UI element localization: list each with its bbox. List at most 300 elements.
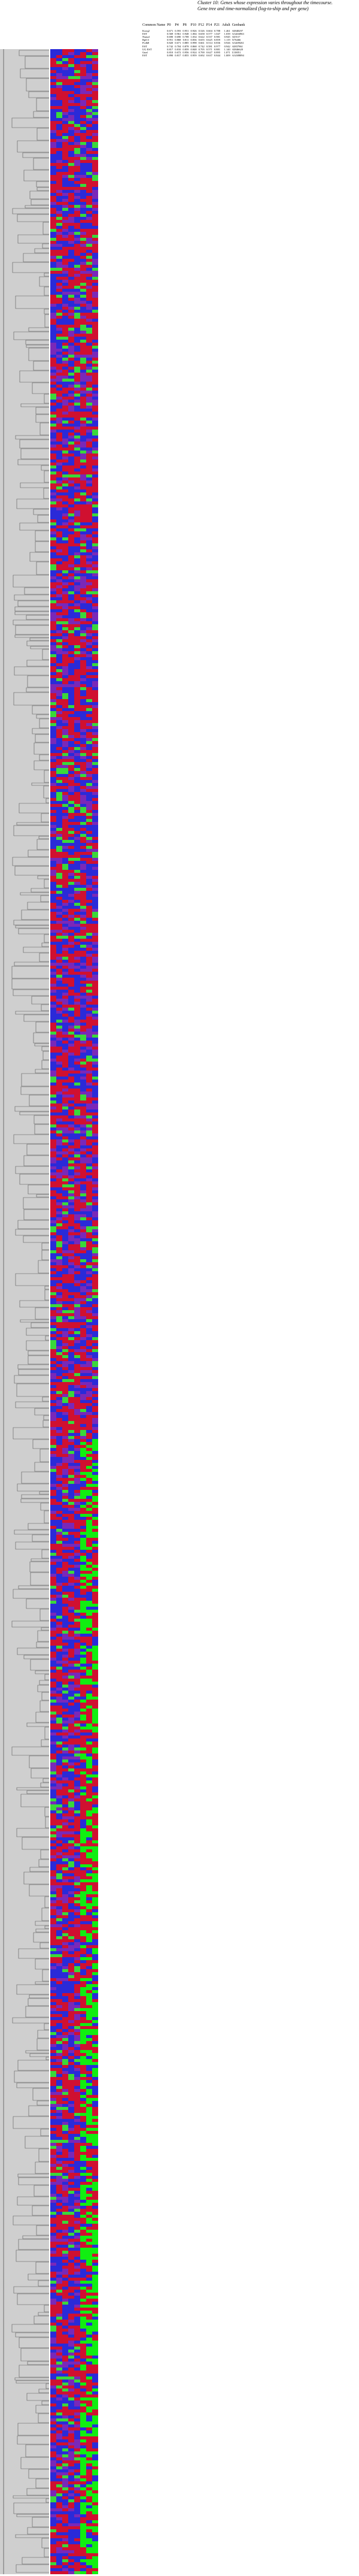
heatmap-cell <box>74 1637 80 1640</box>
heatmap-cell <box>56 624 62 627</box>
heatmap-cell <box>80 1478 86 1481</box>
heatmap-cell <box>68 594 74 597</box>
heatmap-cell <box>56 1023 62 1026</box>
heatmap-cell <box>68 603 74 606</box>
heatmap-cell <box>62 1789 68 1792</box>
heatmap-cell <box>86 250 92 253</box>
heatmap-cell <box>80 1238 86 1241</box>
heatmap-cell <box>80 996 86 999</box>
heatmap-cell <box>56 1370 62 1373</box>
heatmap-cell <box>74 337 80 340</box>
heatmap-cell <box>50 1759 56 1762</box>
heatmap-cell <box>86 430 92 433</box>
heatmap-cell <box>56 1086 62 1089</box>
heatmap-cell <box>74 594 80 597</box>
heatmap-cell <box>56 1280 62 1283</box>
heatmap-cell <box>62 1331 68 1334</box>
heatmap-cell <box>74 828 80 831</box>
heatmap-cell <box>56 480 62 483</box>
heatmap-cell <box>86 1262 92 1265</box>
heatmap-cell <box>56 1700 62 1703</box>
heatmap-cell <box>74 708 80 711</box>
heatmap-cell <box>80 1517 86 1520</box>
heatmap-cell <box>80 427 86 430</box>
heatmap-cell <box>50 687 56 690</box>
heatmap-cell <box>92 1682 98 1685</box>
heatmap-cell <box>62 241 68 244</box>
heatmap-cell <box>56 888 62 891</box>
heatmap-cell <box>68 1508 74 1511</box>
heatmap-cell <box>68 85 74 88</box>
heatmap-cell <box>56 573 62 576</box>
dendrogram-branch <box>42 1692 49 1700</box>
heatmap-cell <box>50 570 56 573</box>
heatmap-cell <box>56 1121 62 1124</box>
heatmap-cell <box>92 208 98 211</box>
heatmap-cell <box>86 573 92 576</box>
heatmap-cell <box>86 510 92 513</box>
heatmap-cell <box>92 70 98 73</box>
heatmap-cell <box>50 1765 56 1768</box>
heatmap-cell <box>50 1472 56 1475</box>
heatmap-cell <box>68 774 74 777</box>
heatmap-cell <box>56 1211 62 1214</box>
heatmap-cell <box>80 1628 86 1631</box>
heatmap-cell <box>68 379 74 382</box>
heatmap-cell <box>86 1712 92 1715</box>
heatmap-cell <box>56 465 62 468</box>
heatmap-cell <box>92 334 98 337</box>
heatmap-cell <box>56 1628 62 1631</box>
dendrogram-branch <box>34 2185 49 2196</box>
heatmap-cell <box>74 58 80 61</box>
heatmap-cell <box>50 1083 56 1086</box>
heatmap-cell <box>74 1412 80 1415</box>
heatmap-cell <box>86 229 92 232</box>
heatmap-cell <box>68 1253 74 1256</box>
dendrogram-branch <box>21 404 49 407</box>
heatmap-cell <box>62 618 68 621</box>
heatmap-cell <box>50 1044 56 1047</box>
heatmap-cell <box>80 97 86 100</box>
heatmap-cell <box>68 873 74 876</box>
heatmap-cell <box>56 292 62 295</box>
heatmap-cell <box>56 750 62 753</box>
heatmap-cell <box>92 1397 98 1400</box>
heatmap-cell <box>56 94 62 97</box>
heatmap-cell <box>56 1349 62 1352</box>
heatmap-cell <box>92 370 98 373</box>
heatmap-cell <box>92 978 98 981</box>
gene-tree-dendrogram <box>0 49 49 2574</box>
heatmap-cell <box>50 1747 56 1750</box>
heatmap-cell <box>80 199 86 202</box>
heatmap-cell <box>74 747 80 750</box>
heatmap-cell <box>74 1724 80 1727</box>
dendrogram-branch <box>43 1779 49 1782</box>
heatmap-cell <box>68 1685 74 1688</box>
heatmap-cell <box>68 1736 74 1739</box>
heatmap-cell <box>74 1005 80 1008</box>
heatmap-cell <box>92 1741 98 1744</box>
heatmap-cell <box>86 1544 92 1547</box>
dendrogram-branch <box>41 1740 49 1746</box>
heatmap-cell <box>62 489 68 492</box>
heatmap-cell <box>62 825 68 828</box>
heatmap-cell <box>74 1613 80 1616</box>
heatmap-cell <box>86 1199 92 1202</box>
heatmap-cell <box>50 648 56 651</box>
heatmap-cell <box>80 552 86 555</box>
heatmap-cell <box>68 1664 74 1667</box>
heatmap-cell <box>68 570 74 573</box>
heatmap-cell <box>62 1100 68 1103</box>
heatmap-cell <box>62 627 68 630</box>
heatmap-cell <box>56 1715 62 1718</box>
heatmap-cell <box>74 88 80 91</box>
heatmap-cell <box>62 1205 68 1208</box>
heatmap-cell <box>86 906 92 909</box>
heatmap-cell <box>50 1136 56 1139</box>
heatmap-cell <box>80 1700 86 1703</box>
dendrogram-branch <box>40 423 49 435</box>
heatmap-cell <box>74 1026 80 1029</box>
heatmap-cell <box>62 76 68 79</box>
heatmap-cell <box>50 486 56 489</box>
heatmap-cell <box>74 618 80 621</box>
heatmap-cell <box>50 1514 56 1517</box>
heatmap-cell <box>92 133 98 136</box>
heatmap-cell <box>56 984 62 987</box>
heatmap-cell <box>62 1613 68 1616</box>
dendrogram-branch <box>17 1484 49 1491</box>
heatmap-cell <box>92 765 98 768</box>
heatmap-cell <box>50 906 56 909</box>
heatmap-cell <box>56 298 62 301</box>
heatmap-cell <box>56 993 62 996</box>
heatmap-cell <box>74 1238 80 1241</box>
heatmap-cell <box>80 1193 86 1196</box>
heatmap-cell <box>50 91 56 94</box>
heatmap-cell <box>80 352 86 355</box>
heatmap-cell <box>62 1598 68 1601</box>
heatmap-cell <box>62 124 68 127</box>
heatmap-cell <box>92 603 98 606</box>
heatmap-cell <box>56 975 62 978</box>
heatmap-cell <box>92 124 98 127</box>
heatmap-cell <box>92 256 98 259</box>
heatmap-cell <box>86 1089 92 1092</box>
heatmap-cell <box>50 1786 56 1789</box>
heatmap-cell <box>68 483 74 486</box>
heatmap-cell <box>74 627 80 630</box>
heatmap-cell <box>68 579 74 582</box>
heatmap-cell <box>74 388 80 391</box>
heatmap-cell <box>74 118 80 121</box>
heatmap-cell <box>74 1505 80 1508</box>
heatmap-cell <box>80 984 86 987</box>
heatmap-cell <box>92 669 98 672</box>
heatmap-cell <box>86 501 92 504</box>
heatmap-cell <box>80 1595 86 1598</box>
heatmap-cell <box>50 795 56 798</box>
heatmap-cell <box>56 181 62 184</box>
heatmap-cell <box>74 1649 80 1652</box>
heatmap-cell <box>86 313 92 316</box>
heatmap-cell <box>86 283 92 286</box>
heatmap-cell <box>56 346 62 349</box>
heatmap-cell <box>50 528 56 531</box>
heatmap-cell <box>56 987 62 990</box>
heatmap-cell <box>50 771 56 774</box>
heatmap-cell <box>62 1628 68 1631</box>
heatmap-cell <box>50 1771 56 1774</box>
heatmap-cell <box>62 1403 68 1406</box>
heatmap-cell <box>80 1496 86 1499</box>
heatmap-cell <box>80 1433 86 1436</box>
heatmap-cell <box>68 720 74 723</box>
heatmap-cell <box>56 1604 62 1607</box>
heatmap-cell <box>92 112 98 115</box>
heatmap-cell <box>80 543 86 546</box>
heatmap-cell <box>74 456 80 459</box>
heatmap-cell <box>56 343 62 346</box>
heatmap-cell <box>80 1703 86 1706</box>
heatmap-cell <box>50 343 56 346</box>
dendrogram-branch <box>35 1308 49 1319</box>
dendrogram-branch <box>42 1550 49 1558</box>
heatmap-cell <box>80 1035 86 1038</box>
heatmap-cell <box>62 1352 68 1355</box>
heatmap-cell <box>62 262 68 265</box>
heatmap-cell <box>74 786 80 789</box>
heatmap-cell <box>62 316 68 319</box>
heatmap-cell <box>74 1109 80 1112</box>
heatmap-cell <box>56 1331 62 1334</box>
heatmap-cell <box>80 1097 86 1100</box>
heatmap-cell <box>62 1184 68 1187</box>
heatmap-cell <box>74 1220 80 1223</box>
heatmap-cell <box>50 1484 56 1487</box>
heatmap-cell <box>80 603 86 606</box>
heatmap-cell <box>80 1086 86 1089</box>
heatmap-cell <box>80 346 86 349</box>
heatmap-cell <box>92 525 98 528</box>
heatmap-cell <box>80 492 86 495</box>
heatmap-cell <box>50 1562 56 1565</box>
heatmap-cell <box>56 127 62 130</box>
heatmap-cell <box>56 753 62 756</box>
heatmap-cell <box>62 394 68 397</box>
heatmap-cell <box>68 795 74 798</box>
heatmap-cell <box>86 1595 92 1598</box>
heatmap-cell <box>80 762 86 765</box>
heatmap-cell <box>74 1053 80 1056</box>
heatmap-cell <box>50 699 56 702</box>
heatmap-cell <box>68 1283 74 1286</box>
heatmap-cell <box>50 1490 56 1493</box>
heatmap-cell <box>80 379 86 382</box>
heatmap-cell <box>80 283 86 286</box>
heatmap-cell <box>56 334 62 337</box>
heatmap-cell <box>68 609 74 612</box>
heatmap-cell <box>56 199 62 202</box>
heatmap-cell <box>74 442 80 445</box>
heatmap-cell <box>68 1469 74 1472</box>
heatmap-cell <box>50 663 56 666</box>
heatmap-cell <box>68 397 74 400</box>
dendrogram-branch <box>13 262 49 273</box>
dendrogram-branch <box>23 2236 49 2239</box>
heatmap-cell <box>86 67 92 70</box>
heatmap-cell <box>74 370 80 373</box>
heatmap-cell <box>56 322 62 325</box>
heatmap-cell <box>80 714 86 717</box>
heatmap-cell <box>56 810 62 813</box>
heatmap-cell <box>56 1187 62 1190</box>
heatmap-cell <box>62 1074 68 1077</box>
heatmap-cell <box>50 1795 56 1798</box>
heatmap-cell <box>74 1765 80 1768</box>
heatmap-cell <box>92 780 98 783</box>
heatmap-cell <box>92 717 98 720</box>
dendrogram-branch <box>28 850 49 857</box>
heatmap-cell <box>68 606 74 609</box>
heatmap-cell <box>56 1783 62 1786</box>
heatmap-cell <box>68 1756 74 1759</box>
dendrogram-branch <box>19 1586 49 1589</box>
heatmap-cell <box>92 972 98 975</box>
heatmap-cell <box>50 471 56 474</box>
heatmap-cell <box>80 1634 86 1637</box>
heatmap-cell <box>92 1607 98 1610</box>
heatmap-cell <box>68 1175 74 1178</box>
heatmap-cell <box>50 1032 56 1035</box>
heatmap-cell <box>80 486 86 489</box>
heatmap-cell <box>62 1295 68 1298</box>
heatmap-cell <box>68 786 74 789</box>
heatmap-cell <box>86 717 92 720</box>
heatmap-cell <box>92 723 98 726</box>
heatmap-cell <box>74 1442 80 1445</box>
heatmap-cell <box>68 735 74 738</box>
heatmap-cell <box>62 304 68 307</box>
heatmap-cell <box>50 732 56 735</box>
heatmap-cell <box>50 445 56 448</box>
heatmap-cell <box>86 169 92 172</box>
dendrogram-branch <box>39 2389 49 2393</box>
heatmap-cell <box>74 301 80 304</box>
dendrogram-branch <box>26 1328 49 1335</box>
heatmap-cell <box>56 1077 62 1080</box>
heatmap-cell <box>74 597 80 600</box>
heatmap-cell <box>92 1421 98 1424</box>
heatmap-cell <box>74 319 80 322</box>
heatmap-cell <box>80 981 86 984</box>
heatmap-cell <box>74 49 80 52</box>
heatmap-cell <box>74 166 80 169</box>
heatmap-cell <box>74 172 80 175</box>
heatmap-cell <box>92 1550 98 1553</box>
dendrogram-branch <box>35 1408 49 1415</box>
heatmap-cell <box>50 1256 56 1259</box>
heatmap-cell <box>62 1017 68 1020</box>
dendrogram-branch <box>17 214 49 222</box>
heatmap-cell <box>86 1556 92 1559</box>
heatmap-cell <box>80 666 86 669</box>
heatmap-cell <box>50 1080 56 1083</box>
heatmap-cell <box>74 331 80 334</box>
heatmap-cell <box>62 759 68 762</box>
heatmap-cell <box>56 816 62 819</box>
heatmap-cell <box>62 660 68 663</box>
heatmap-cell <box>74 1418 80 1421</box>
heatmap-cell <box>50 1667 56 1670</box>
heatmap-cell <box>62 813 68 816</box>
heatmap-cell <box>68 1118 74 1121</box>
heatmap-cell <box>86 175 92 178</box>
heatmap-cell <box>56 789 62 792</box>
heatmap-cell <box>50 55 56 58</box>
heatmap-cell <box>92 1142 98 1145</box>
heatmap-cell <box>80 573 86 576</box>
heatmap-cell <box>50 1050 56 1053</box>
heatmap-cell <box>86 223 92 226</box>
heatmap-cell <box>92 843 98 846</box>
heatmap-cell <box>80 64 86 67</box>
heatmap-cell <box>74 1559 80 1562</box>
heatmap-cell <box>80 549 86 552</box>
heatmap-cell <box>56 1406 62 1409</box>
heatmap-cell <box>56 187 62 190</box>
heatmap-cell <box>80 1505 86 1508</box>
heatmap-cell <box>68 1535 74 1538</box>
heatmap-cell <box>92 537 98 540</box>
heatmap-cell <box>92 807 98 810</box>
heatmap-cell <box>86 1307 92 1310</box>
heatmap-cell <box>62 1622 68 1625</box>
heatmap-cell <box>62 882 68 885</box>
heatmap-cell <box>50 1331 56 1334</box>
heatmap-cell <box>50 1448 56 1451</box>
heatmap-cell <box>92 594 98 597</box>
heatmap-cell <box>62 1391 68 1394</box>
heatmap-cell <box>62 1154 68 1157</box>
heatmap-cell <box>92 55 98 58</box>
heatmap-cell <box>50 292 56 295</box>
heatmap-cell <box>56 867 62 870</box>
heatmap-cell <box>86 684 92 687</box>
heatmap-cell <box>50 987 56 990</box>
heatmap-cell <box>80 1262 86 1265</box>
heatmap-cell <box>74 876 80 879</box>
heatmap-cell <box>68 1346 74 1349</box>
heatmap-cell <box>80 1783 86 1786</box>
heatmap-cell <box>92 1583 98 1586</box>
heatmap-cell <box>56 1217 62 1220</box>
heatmap-cell <box>56 1490 62 1493</box>
heatmap-cell <box>74 1289 80 1292</box>
heatmap-cell <box>86 633 92 636</box>
heatmap-cell <box>50 504 56 507</box>
heatmap-cell <box>62 397 68 400</box>
heatmap-cell <box>86 1610 92 1613</box>
heatmap-cell <box>80 618 86 621</box>
heatmap-cell <box>74 1616 80 1619</box>
heatmap-cell <box>86 882 92 885</box>
heatmap-cell <box>80 376 86 379</box>
heatmap-cell <box>50 1637 56 1640</box>
